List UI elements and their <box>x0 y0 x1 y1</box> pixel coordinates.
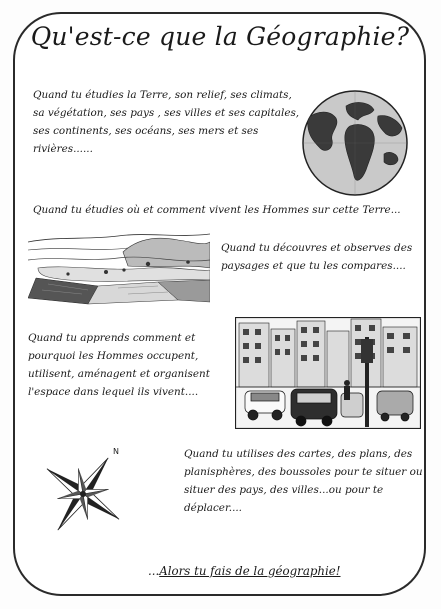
paragraph-landscapes: Quand tu découvres et observes des paysages et que tu les compares.... <box>221 242 413 272</box>
globe-icon <box>300 88 410 198</box>
paragraph-maps: Quand tu utilises des cartes, des plans, des planisphères, des boussoles pour te situer ou situer des pays, des villes...ou pour te déplacer.... <box>184 448 423 514</box>
conclusion-text: Alors tu fais de la géographie! <box>159 564 341 578</box>
paragraph-space: Quand tu apprends comment et pourquoi les Hommes occupent, utilisent, aménagent et organisent l'espace dans lequel ils vivent.... <box>28 332 210 398</box>
compass-north-label: N <box>113 447 119 456</box>
compass-rose-icon <box>33 442 133 542</box>
landscape-drawing <box>28 228 210 308</box>
page-title: Qu'est-ce que la Géographie? <box>30 22 410 51</box>
paragraph-earth: Quand tu étudies la Terre, son relief, ses climats, sa végétation, ses pays , ses villes et ses capitales, ses continents, ses océans, ses mers et ses rivières...... <box>33 89 300 155</box>
conclusion-prefix: ... <box>148 564 160 578</box>
conclusion <box>148 562 418 580</box>
city-street-drawing <box>235 317 421 429</box>
paragraph-humans: Quand tu étudies où et comment vivent les Hommes sur cette Terre... <box>33 204 401 216</box>
